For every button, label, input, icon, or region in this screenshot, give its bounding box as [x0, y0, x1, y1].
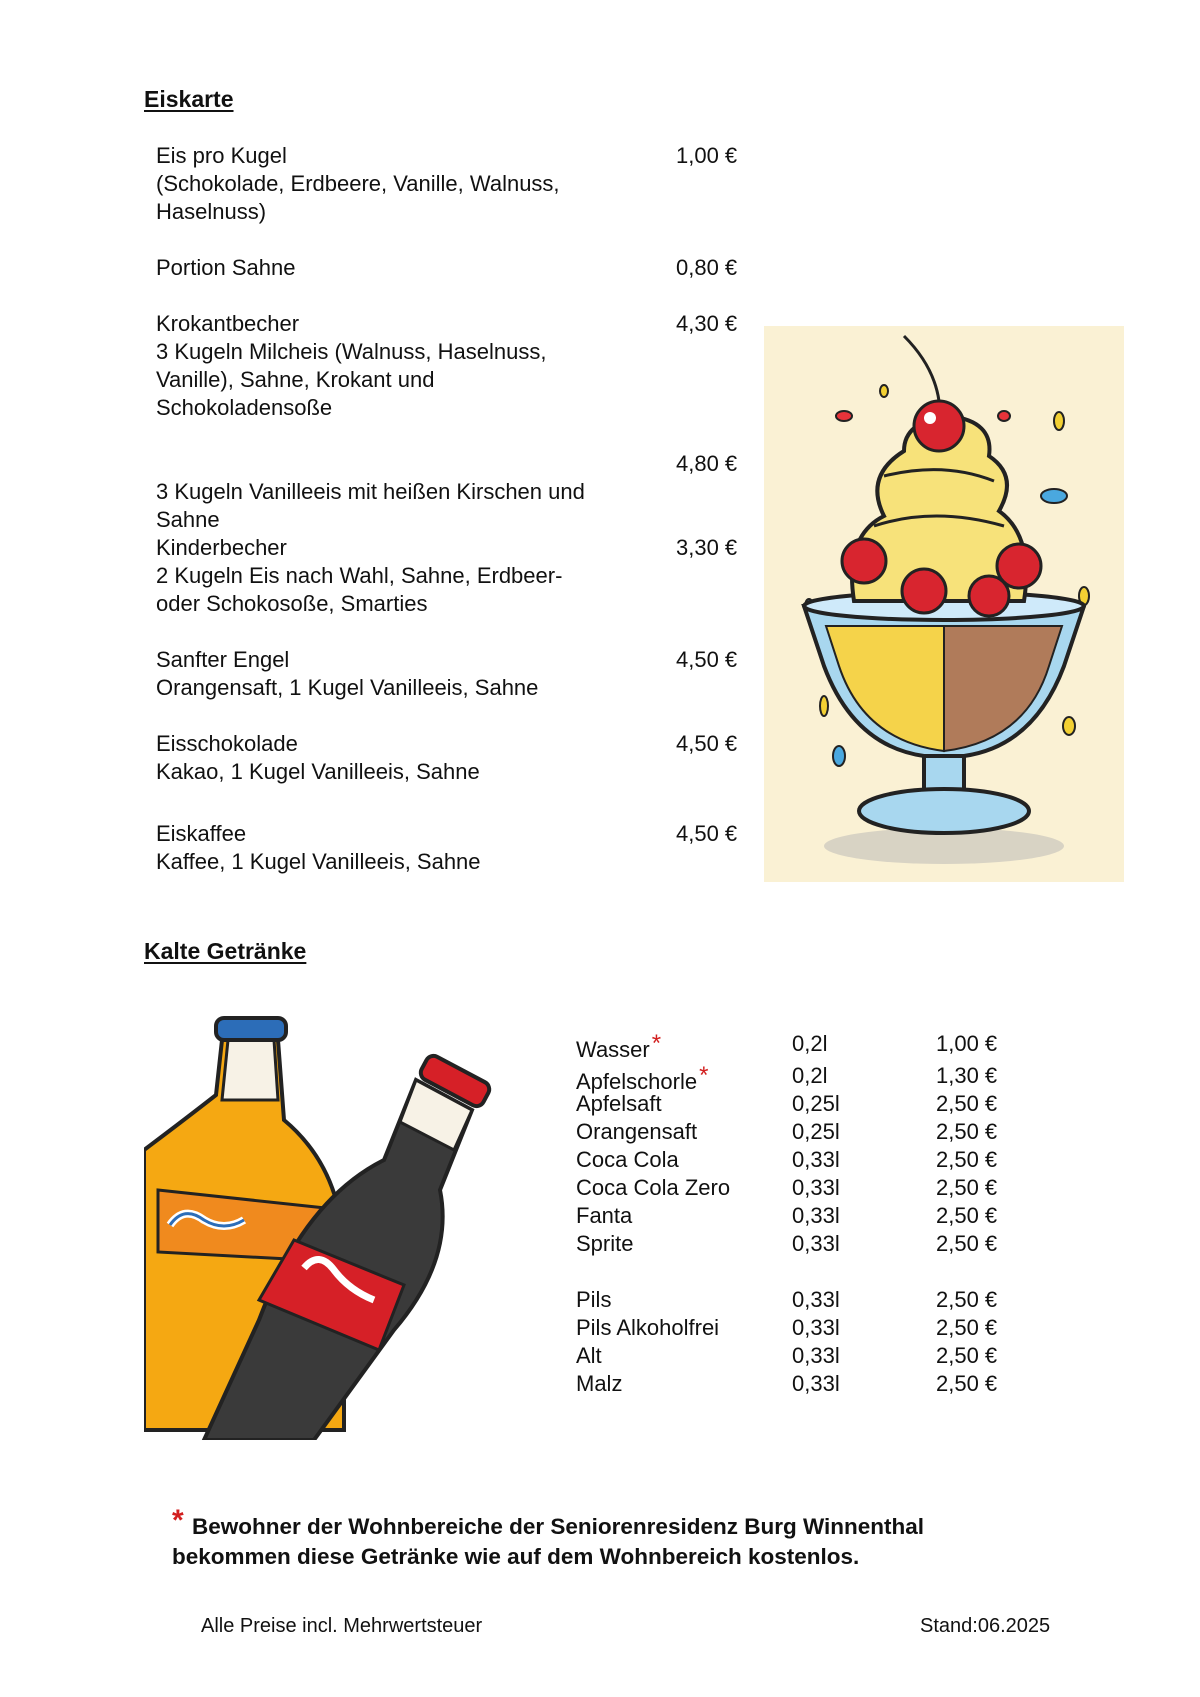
ice-item-name: Eiskaffee: [156, 821, 247, 846]
drink-row: [576, 1146, 1016, 1174]
ice-item-name: Kinderbecher: [156, 535, 287, 560]
ice-item-name: Krokantbecher: [156, 311, 300, 336]
beer-row: [576, 1342, 1016, 1370]
ice-item-desc: (Schokolade, Erdbeere, Vanille, Walnuss, Haselnuss): [156, 171, 560, 224]
drink-price: 2,50 €: [936, 1147, 998, 1172]
drink-name: Alt: [576, 1343, 602, 1368]
drink-name: Pils Alkoholfrei: [576, 1315, 720, 1340]
drink-name: Fanta: [576, 1203, 633, 1228]
drink-price: 2,50 €: [936, 1343, 998, 1368]
drink-volume: 0,2l: [792, 1063, 828, 1088]
drink-row: [576, 1118, 1016, 1146]
ice-cream-sundae-icon: [764, 326, 1124, 882]
drink-volume: 0,33l: [792, 1371, 840, 1396]
ice-item: [156, 534, 676, 618]
drink-row: [576, 1030, 1016, 1062]
drink-name: Pils: [576, 1287, 612, 1312]
drink-volume: 0,33l: [792, 1315, 840, 1340]
drink-volume: 0,33l: [792, 1203, 840, 1228]
drink-price: 2,50 €: [936, 1287, 998, 1312]
drink-name: Coca Cola Zero: [576, 1175, 731, 1200]
drink-price: 2,50 €: [936, 1371, 998, 1396]
free-drinks-note: [172, 1504, 1052, 1572]
drink-volume: 0,25l: [792, 1119, 840, 1144]
ice-item-name: Eisschokolade: [156, 731, 298, 756]
ice-item-name: 3 Kugeln Vanilleeis mit heißen Kirschen und Sahne: [156, 479, 585, 532]
date-stamp: Stand:06.2025: [920, 1615, 1051, 1637]
ice-item-desc: Kakao, 1 Kugel Vanilleeis, Sahne: [156, 759, 480, 784]
free-marker-star: *: [651, 1030, 662, 1057]
drink-name: Malz: [576, 1371, 623, 1396]
drink-price: 1,00 €: [936, 1031, 998, 1056]
drink-name: Apfelsaft: [576, 1091, 662, 1116]
drink-name: Apfelschorle: [576, 1069, 698, 1094]
ice-menu-title: Eiskarte: [144, 86, 234, 112]
drink-price: 2,50 €: [936, 1119, 998, 1144]
drink-row: [576, 1202, 1016, 1230]
drink-name: Orangensaft: [576, 1119, 698, 1144]
ice-item-name: Eis pro Kugel: [156, 143, 287, 168]
drink-volume: 0,33l: [792, 1175, 840, 1200]
drink-price: 2,50 €: [936, 1315, 998, 1340]
beer-row: [576, 1314, 1016, 1342]
drink-name: Sprite: [576, 1231, 634, 1256]
drink-row: [576, 1090, 1016, 1118]
vat-note: Alle Preise incl. Mehrwertsteuer: [201, 1615, 483, 1637]
ice-item-price: 3,30 €: [676, 535, 738, 560]
drink-row: [576, 1174, 1016, 1202]
drink-volume: 0,33l: [792, 1231, 840, 1256]
drink-row: [576, 1230, 1016, 1258]
beer-row: [576, 1370, 1016, 1398]
ice-item: [156, 142, 676, 226]
drink-volume: 0,25l: [792, 1091, 840, 1116]
drink-volume: 0,33l: [792, 1343, 840, 1368]
drink-name: Coca Cola: [576, 1147, 679, 1172]
ice-item: [156, 730, 676, 786]
free-marker-star: *: [699, 1062, 709, 1089]
note-line-2: bekommen diese Getränke wie auf dem Wohnbereich kostenlos.: [172, 1544, 860, 1569]
ice-item-desc: Kaffee, 1 Kugel Vanilleeis, Sahne: [156, 849, 481, 874]
drink-volume: 0,33l: [792, 1287, 840, 1312]
soda-bottles-icon: [144, 1000, 516, 1440]
drink-price: 2,50 €: [936, 1231, 998, 1256]
ice-item-price: 4,30 €: [676, 311, 738, 336]
drink-volume: 0,2l: [792, 1031, 828, 1056]
ice-item: [156, 310, 676, 422]
ice-item-desc: 3 Kugeln Milcheis (Walnuss, Haselnuss, Vanille), Sahne, Krokant und Schokoladensoße: [156, 339, 547, 420]
beer-row: [576, 1286, 1016, 1314]
drink-price: 1,30 €: [936, 1063, 998, 1088]
ice-item-name: Portion Sahne: [156, 255, 296, 280]
drink-price: 2,50 €: [936, 1175, 998, 1200]
ice-item-price: 4,50 €: [676, 731, 738, 756]
drink-volume: 0,33l: [792, 1147, 840, 1172]
drink-name: Wasser: [576, 1037, 650, 1062]
ice-item-price: 1,00 €: [676, 143, 738, 168]
ice-item: [156, 820, 676, 876]
ice-item: [156, 646, 676, 702]
ice-item-price: 4,50 €: [676, 647, 738, 672]
drink-price: 2,50 €: [936, 1091, 998, 1116]
drink-name-wrap: [576, 1030, 661, 1064]
note-line-1: Bewohner der Wohnbereiche der Seniorenresidenz Burg Winnenthal: [192, 1514, 924, 1539]
ice-item-name: Sanfter Engel: [156, 647, 290, 672]
note-marker-star: *: [172, 1504, 184, 1537]
ice-item-price: 4,80 €: [676, 451, 738, 476]
drink-row: [576, 1062, 1016, 1094]
drink-price: 2,50 €: [936, 1203, 998, 1228]
ice-item-price: 0,80 €: [676, 255, 738, 280]
ice-item-desc: Orangensaft, 1 Kugel Vanilleeis, Sahne: [156, 675, 539, 700]
drinks-menu-title: Kalte Getränke: [144, 938, 307, 964]
ice-item-price: 4,50 €: [676, 821, 738, 846]
ice-item-desc: 2 Kugeln Eis nach Wahl, Sahne, Erdbeer- oder Schokosoße, Smarties: [156, 563, 563, 616]
ice-item: [156, 254, 676, 282]
